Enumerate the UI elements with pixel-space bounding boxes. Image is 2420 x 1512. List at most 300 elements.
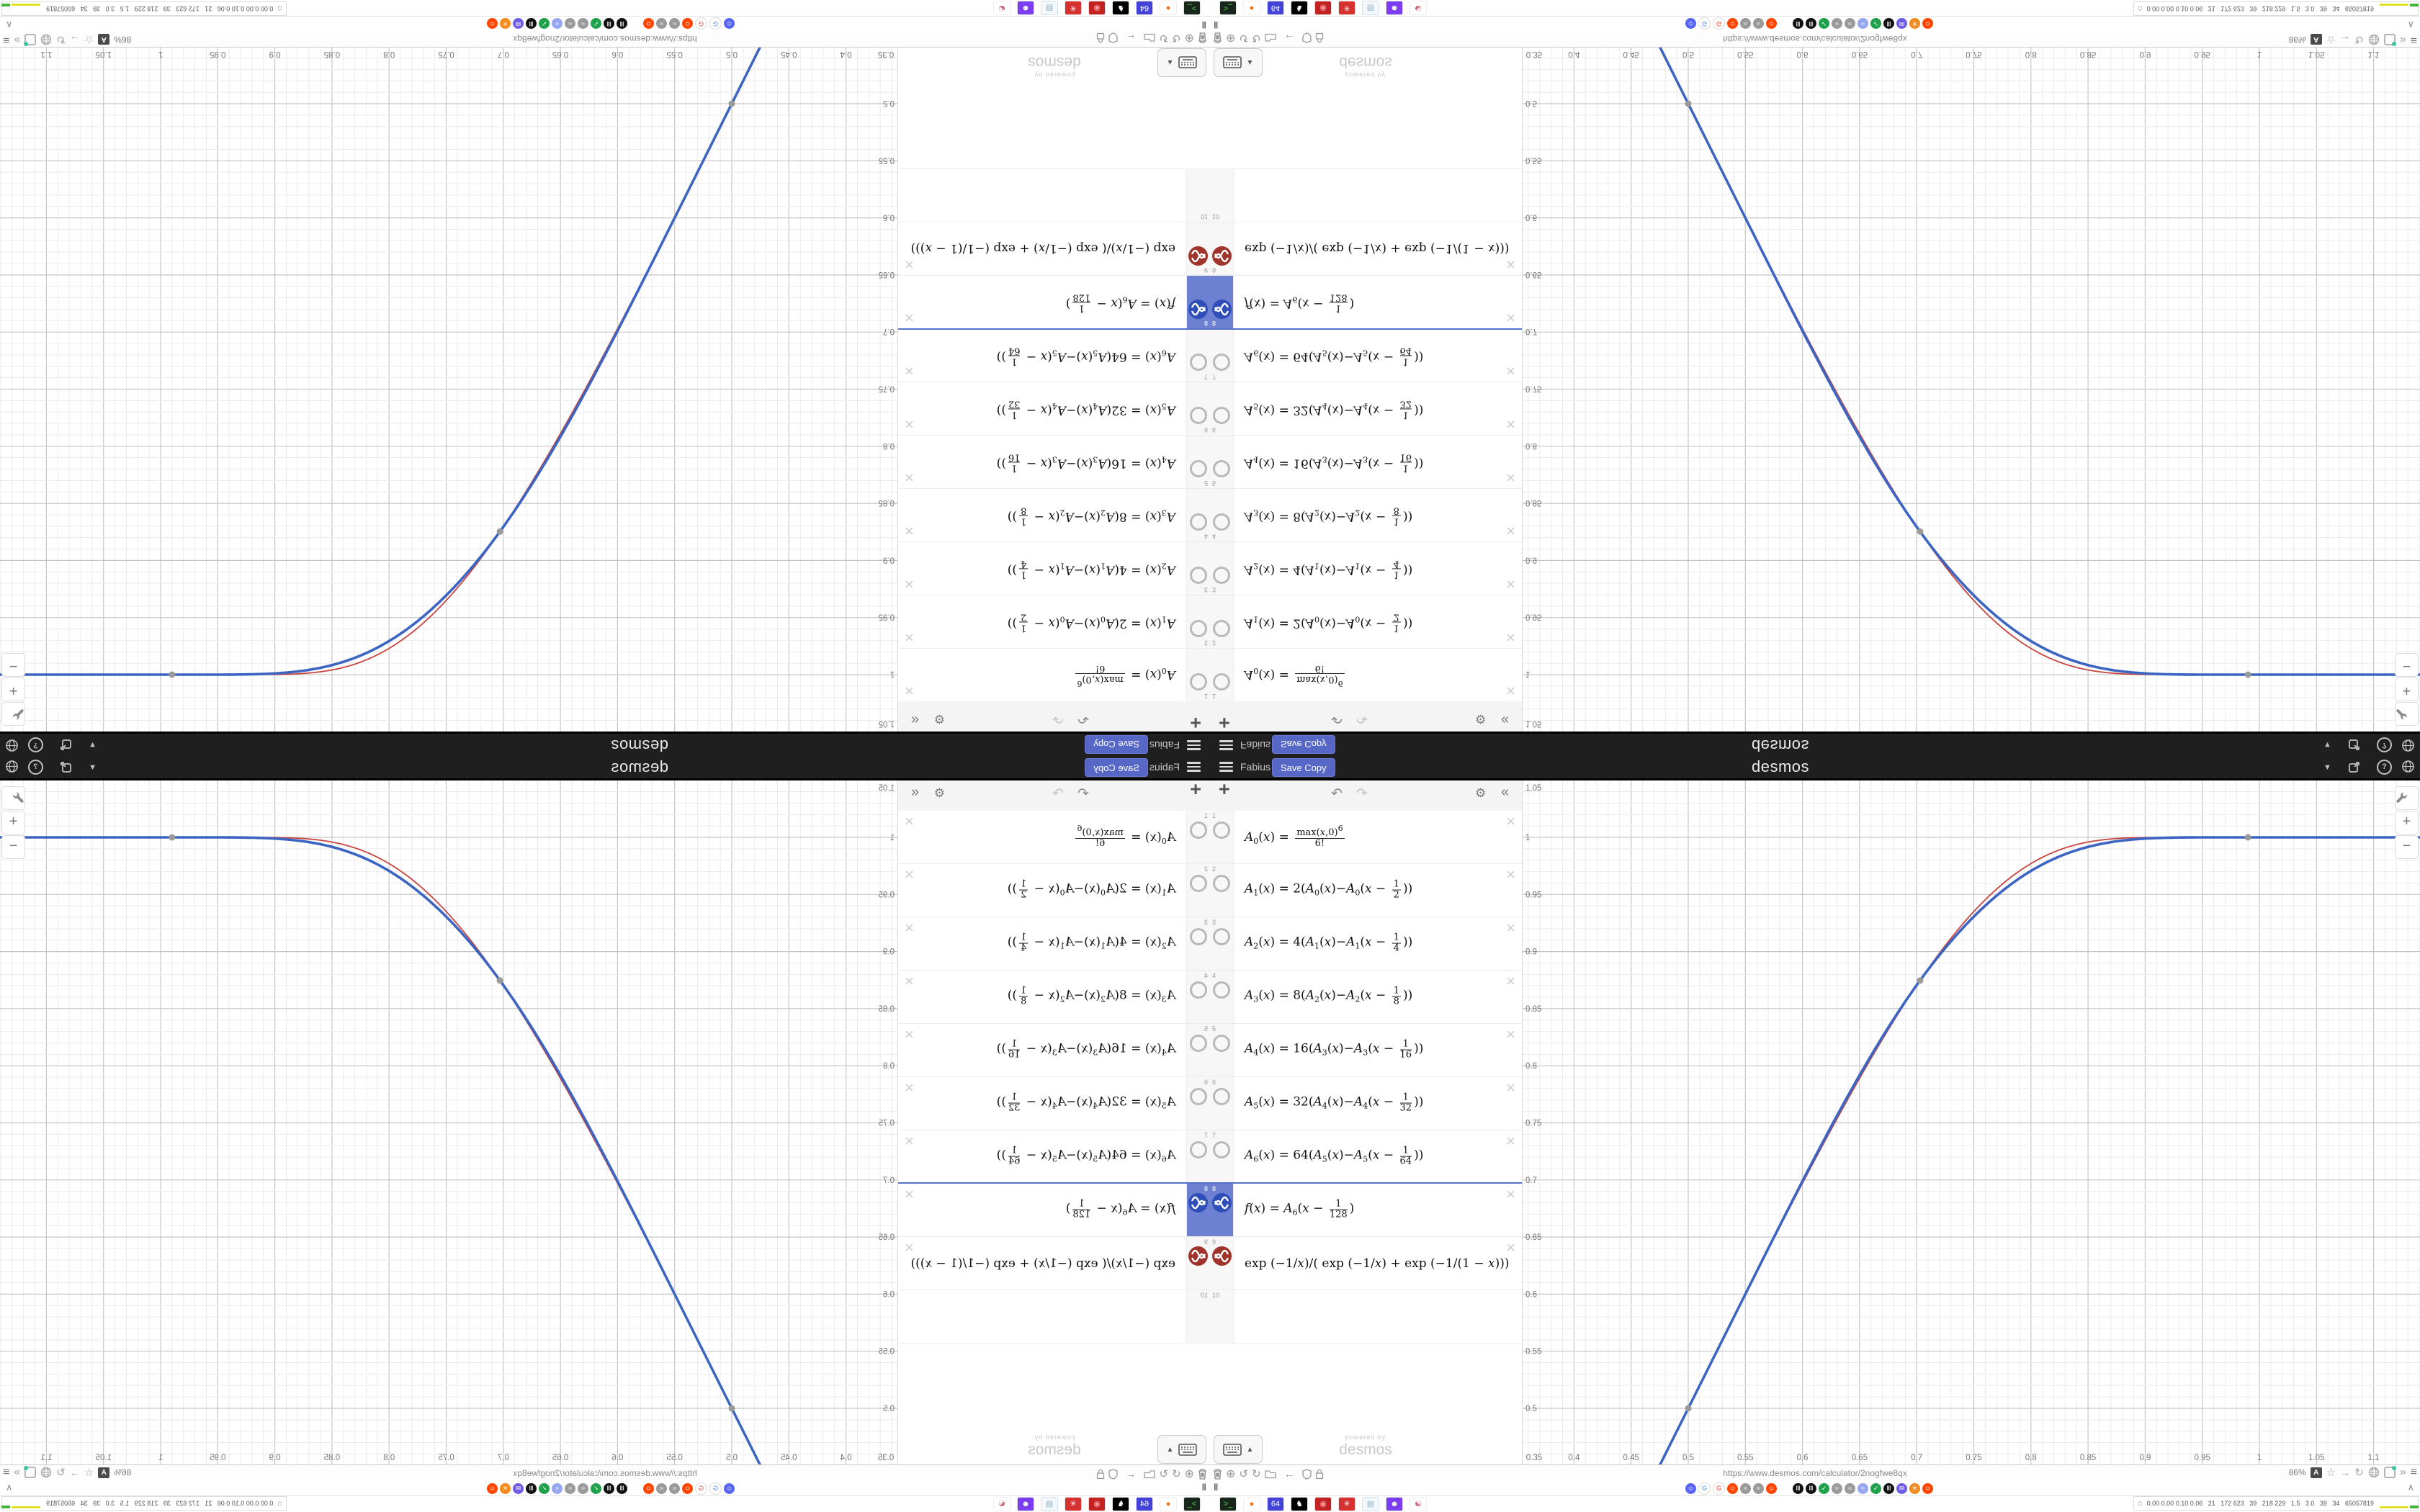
hidden-curve-toggle-icon xyxy=(1190,620,1207,637)
graph-settings-button xyxy=(1,702,25,726)
hidden-curve-toggle-icon xyxy=(1190,1088,1207,1105)
svg-text:0.6: 0.6 xyxy=(883,212,895,222)
tab-favicon-chat-bubble: ✉ xyxy=(1896,18,1907,29)
svg-text:0.35: 0.35 xyxy=(1525,50,1543,58)
expression-math[interactable]: $A_3(x) = 8(A_2(x)-A_2(x$ − $\frac{1}{8}$ )) xyxy=(1245,985,1413,1007)
hidden-curve-toggle-icon xyxy=(1190,1141,1207,1158)
svg-text:0.45: 0.45 xyxy=(1623,50,1639,58)
expression-panel xyxy=(1210,780,1523,1464)
taskbar-app-firefox[interactable]: ● xyxy=(1243,1497,1260,1511)
redo-button: ↷ xyxy=(1356,786,1368,801)
expression-row-7 xyxy=(898,328,1210,382)
hidden-curve-toggle-icon xyxy=(1190,567,1207,584)
tab-favicon-gray-animal: ≈ xyxy=(1832,18,1842,29)
tab-collapse-icon: ∧ xyxy=(6,1482,13,1493)
share-icon[interactable] xyxy=(2348,760,2361,773)
extension-icon[interactable] xyxy=(2384,1467,2396,1478)
expression-toolbar xyxy=(1210,701,1522,732)
keyboard-icon xyxy=(1223,1444,1242,1456)
delete-expression-icon: × xyxy=(1506,575,1515,593)
graph-settings-button xyxy=(1,786,25,810)
taskbar-app-terminal[interactable]: >_ xyxy=(1219,1497,1237,1511)
taskbar xyxy=(1210,0,2420,16)
tab-favicon-google: G xyxy=(709,1482,722,1495)
expression-row-3 xyxy=(1210,541,1522,595)
zoom-out-button: − xyxy=(2395,653,2419,677)
wave-blue-curve-icon xyxy=(1188,300,1208,319)
tab-favicon-green-check[interactable]: ✓ xyxy=(1819,1483,1829,1494)
svg-text:1: 1 xyxy=(1525,670,1531,678)
taskbar xyxy=(0,1496,1210,1512)
wrench-icon xyxy=(12,791,24,804)
row-number: 7 xyxy=(1212,373,1216,380)
row-number: 7 xyxy=(1212,1132,1216,1139)
expression-row-1[interactable] xyxy=(1210,811,1522,864)
trash-icon[interactable] xyxy=(1213,1469,1222,1480)
tab-favicon-reddit: ☺ xyxy=(1727,18,1738,29)
forward-arrow-icon: → xyxy=(2340,34,2351,45)
translate-icon: A xyxy=(98,35,109,45)
svg-text:0.75: 0.75 xyxy=(438,50,454,58)
tab-favicon-orange-burst: ✳ xyxy=(1909,18,1920,29)
tab-favicon-discord: ☺ xyxy=(1685,18,1696,29)
taskbar-app-red-gear[interactable]: ✳ xyxy=(1338,1497,1355,1511)
expression-row-10[interactable] xyxy=(1210,1290,1522,1344)
svg-text:0.45: 0.45 xyxy=(1623,1454,1639,1462)
reload-icon: ↻ xyxy=(2354,33,2364,45)
row-gutter xyxy=(1186,1237,1210,1290)
delete-expression-icon: × xyxy=(905,682,914,700)
tab-favicon-google: G xyxy=(1713,17,1725,30)
row-gutter[interactable] xyxy=(1210,811,1234,863)
tab-favicon-reddit[interactable]: ☺ xyxy=(1922,1483,1933,1494)
tab-favicon-orange-burst: ✳ xyxy=(500,1483,511,1494)
svg-text:0.65: 0.65 xyxy=(1525,1233,1542,1243)
row-gutter xyxy=(1186,222,1210,275)
svg-text:0.55: 0.55 xyxy=(666,50,683,58)
delete-expression-icon[interactable]: × xyxy=(1506,1025,1515,1043)
tab-favicon-google: G xyxy=(695,17,707,30)
tab-favicon-chat-bubble: ✉ xyxy=(513,1483,524,1494)
delete-expression-icon[interactable]: × xyxy=(1506,865,1515,883)
desmos-browser-screen xyxy=(1210,756,2420,1512)
row-number: 1 xyxy=(1204,693,1208,700)
chevrons-icon: » xyxy=(14,34,21,46)
tab-favicon-gray-animal: ≈ xyxy=(1740,18,1751,29)
svg-text:1.05: 1.05 xyxy=(95,1454,112,1462)
gear-icon: ⚙ xyxy=(1475,712,1487,726)
svg-text:0.65: 0.65 xyxy=(1851,50,1868,58)
graph-settings-button[interactable] xyxy=(2395,786,2419,810)
expression-math: exp (−1/x)/( exp (−1/x) + exp (−1/(1 − x))) xyxy=(910,1256,1175,1271)
delete-expression-icon[interactable]: × xyxy=(1506,1079,1515,1097)
extension-badge xyxy=(2392,1466,2396,1470)
wrench-icon xyxy=(2396,708,2408,721)
forward-arrow-icon: → xyxy=(69,1467,80,1478)
svg-text:1.05: 1.05 xyxy=(1525,784,1542,793)
tab-favicon-reddit[interactable]: ☺ xyxy=(1766,1483,1777,1494)
expression-row-1 xyxy=(1210,648,1522,701)
gear-icon[interactable]: ⚙ xyxy=(1475,786,1487,800)
hidden-curve-toggle-icon xyxy=(1190,928,1207,945)
taskbar-app-black-cat[interactable]: ♞ xyxy=(1291,1497,1308,1511)
keyboard-icon xyxy=(1178,57,1197,69)
taskbar-app-purple-creature: ☻ xyxy=(1017,1497,1034,1511)
expression-math: $A_2(x) = 4(A_1(x)-A_1(x$ − $\frac{1}{4}$ )) xyxy=(1007,932,1175,954)
delete-expression-icon[interactable]: × xyxy=(1506,972,1515,990)
svg-text:0.75: 0.75 xyxy=(878,1119,895,1128)
folder-icon[interactable] xyxy=(1265,1470,1276,1479)
expression-math: $A_4(x) = 16(A_3(x)-A_3(x$ − $\frac{1}{16}$ )) xyxy=(996,1038,1175,1061)
help-icon[interactable]: ? xyxy=(2377,760,2392,775)
row-number: 9 xyxy=(1212,266,1216,274)
row-gutter[interactable] xyxy=(1210,1184,1234,1236)
keyboard-icon xyxy=(1178,1444,1197,1456)
svg-text:0.75: 0.75 xyxy=(1525,384,1542,393)
hidden-curve-toggle-icon xyxy=(1190,407,1207,424)
row-gutter[interactable] xyxy=(1210,1024,1234,1076)
tab-favicon-green-check: ✓ xyxy=(591,1483,601,1494)
undo-button[interactable]: ↶ xyxy=(1331,786,1343,801)
tab-favicon-green-check[interactable]: ✓ xyxy=(1870,1483,1881,1494)
row-gutter xyxy=(1210,222,1234,275)
zoom-in-button[interactable]: + xyxy=(2395,811,2419,834)
svg-text:1.05: 1.05 xyxy=(1525,719,1542,728)
expression-row-6[interactable] xyxy=(1210,1077,1522,1130)
system-monitor-sparkline xyxy=(6,1498,42,1509)
bookmark-star-icon: ☆ xyxy=(2326,33,2336,45)
help-icon: ? xyxy=(28,760,43,775)
forward-arrow-icon[interactable]: → xyxy=(2340,1467,2351,1478)
row-number: 9 xyxy=(1212,1238,1216,1246)
expression-row-8[interactable] xyxy=(1210,1182,1522,1237)
graph-title: Fabius xyxy=(1240,761,1271,773)
row-gutter[interactable] xyxy=(1210,864,1234,917)
row-number: 6 xyxy=(1204,426,1208,433)
taskbar-app-red-gear: ✳ xyxy=(1338,1,1355,15)
svg-text:0.85: 0.85 xyxy=(1525,498,1542,508)
zoom-out-button[interactable]: − xyxy=(2395,835,2419,859)
taskbar-app-purple-creature: ☻ xyxy=(1017,1,1034,15)
expression-row-2[interactable] xyxy=(1210,864,1522,917)
delete-expression-icon[interactable]: × xyxy=(1506,812,1515,830)
svg-text:0.55: 0.55 xyxy=(1737,50,1754,58)
favicon-tabs xyxy=(487,17,735,30)
row-gutter[interactable] xyxy=(1210,1290,1234,1343)
tab-favicon-gray-animal[interactable]: ≈ xyxy=(1832,1483,1842,1494)
expression-math: $f(x) = A_6(x$ − 1 128 ) xyxy=(1065,292,1175,314)
row-gutter xyxy=(1186,276,1210,328)
expression-math[interactable]: $A_2(x) = 4(A_1(x)-A_1(x$ − $\frac{1}{4}$ )) xyxy=(1245,932,1413,954)
collapse-panel-button[interactable]: « xyxy=(1501,784,1510,800)
hidden-curve-toggle-icon[interactable] xyxy=(1213,981,1230,999)
taskbar-app-notepad[interactable]: ▤ xyxy=(1362,1497,1379,1511)
globe-icon xyxy=(2368,34,2380,45)
tab-favicon-gray-animal[interactable]: ≈ xyxy=(1753,1483,1764,1494)
globe-plus-icon: ⊕ xyxy=(1184,32,1194,44)
taskbar-app-red-emblem[interactable]: ◉ xyxy=(1314,1497,1332,1511)
extension-badge xyxy=(24,1466,28,1470)
tab-favicon-wave-purple: ≈ xyxy=(552,18,563,29)
row-gutter xyxy=(1186,649,1210,701)
collapse-panel-button: « xyxy=(910,784,919,800)
row-gutter xyxy=(1186,436,1210,488)
redo-button: ↷ xyxy=(1052,711,1064,726)
graph-paper[interactable] xyxy=(1523,780,2420,1464)
back-arrow-icon[interactable]: ← xyxy=(1283,1467,1295,1480)
svg-text:0.85: 0.85 xyxy=(323,1454,341,1462)
expression-math: $A_1(x) = 2(A_0(x)-A_0(x$ − 1 2 )) xyxy=(1007,611,1175,634)
globe-icon[interactable] xyxy=(2401,760,2415,773)
hidden-curve-toggle-icon[interactable] xyxy=(1213,1088,1230,1105)
svg-text:0.75: 0.75 xyxy=(1966,1454,1982,1462)
tab-favicon-barrel[interactable]: Ⅲ xyxy=(1806,1483,1816,1494)
bookmark-star-icon[interactable]: ☆ xyxy=(2326,1467,2336,1479)
expression-math: $A_5(x) = 32(A_4(x)-A_4(x$ − $\frac{1}{32}$ )) xyxy=(996,1092,1175,1114)
graph-title: Fabius xyxy=(1149,739,1180,751)
taskbar-app-terminal: >_ xyxy=(1183,1497,1201,1511)
delete-expression-icon[interactable]: × xyxy=(1506,919,1515,937)
delete-expression-icon: × xyxy=(905,469,914,487)
tab-favicon-google[interactable]: G xyxy=(1713,1482,1725,1495)
tab-favicon-reddit[interactable]: ☺ xyxy=(1727,1483,1738,1494)
taskbar-app-black-cat: ♞ xyxy=(1291,1,1308,15)
delete-expression-icon: × xyxy=(905,415,914,433)
home-icon[interactable]: ⌂ xyxy=(2138,1499,2143,1508)
browser-menu-icon: ≡ xyxy=(3,34,10,46)
row-gutter[interactable] xyxy=(1210,1130,1234,1183)
tab-favicon-reddit: ☺ xyxy=(1766,18,1777,29)
svg-text:0.65: 0.65 xyxy=(552,50,569,58)
extension-icon xyxy=(24,34,36,45)
page-zoom-level: 86% xyxy=(114,1467,132,1477)
desmos-header xyxy=(1210,732,2420,756)
taskbar-app-floppy-64: 64 xyxy=(1267,1,1284,15)
row-gutter[interactable] xyxy=(1210,1077,1234,1130)
taskbar-app-floppy-64[interactable]: 64 xyxy=(1267,1497,1284,1511)
delete-expression-icon: × xyxy=(905,1025,914,1043)
globe-icon[interactable] xyxy=(2368,1467,2380,1478)
taskbar-app-purple-creature[interactable]: ☻ xyxy=(1386,1497,1403,1511)
shield-icon xyxy=(1108,33,1118,44)
tab-favicon-barrel[interactable]: Ⅲ xyxy=(1883,1483,1894,1494)
row-gutter xyxy=(1186,864,1210,917)
zoom-out-button: − xyxy=(1,835,25,859)
tab-favicon-google[interactable]: G xyxy=(1698,1482,1711,1495)
expression-row-9 xyxy=(898,1237,1210,1290)
address-left-icons xyxy=(1213,31,1324,45)
svg-text:0.4: 0.4 xyxy=(1568,1454,1580,1462)
delete-expression-icon: × xyxy=(1506,522,1515,540)
save-copy-button[interactable]: Save Copy xyxy=(1272,758,1335,777)
trash-icon xyxy=(1213,33,1222,44)
hidden-curve-toggle-icon[interactable] xyxy=(1213,1141,1230,1158)
browser-tab-strip xyxy=(1210,1480,2420,1496)
hidden-curve-toggle-icon[interactable] xyxy=(1213,1035,1230,1052)
chevrons-icon[interactable]: » xyxy=(2399,1466,2406,1478)
taskbar-app-palette[interactable]: ☯ xyxy=(1410,1497,1427,1511)
chevron-up-icon: ▲ xyxy=(1246,1445,1254,1454)
translate-icon[interactable]: A xyxy=(2311,1467,2322,1478)
expression-math[interactable]: $f(x) = A_6(x$ − $\frac{1}{128}$ ) xyxy=(1245,1198,1355,1220)
tab-favicon-barrel[interactable]: Ⅲ xyxy=(1793,1483,1803,1494)
desmos-logo: desmos xyxy=(610,757,668,775)
page-zoom-level: 86% xyxy=(2288,1467,2306,1477)
add-expression-button[interactable]: + xyxy=(1219,778,1230,800)
tab-favicon-gray-animal[interactable]: ≈ xyxy=(1845,1483,1855,1494)
history-back-icon[interactable]: ↺ xyxy=(1239,1468,1248,1480)
row-gutter xyxy=(1210,489,1234,541)
row-gutter[interactable] xyxy=(1210,917,1234,970)
browser-menu-icon[interactable]: ≡ xyxy=(2410,1466,2417,1478)
powered-by-desmos: powered by desmos xyxy=(1028,54,1081,78)
reload-icon: ↻ xyxy=(56,33,66,45)
wrench-icon xyxy=(12,708,24,721)
expression-math[interactable]: $A_6(x) = 64(A_5(x)-A_5(x$ − $\frac{1}{64}$ )) xyxy=(1245,1145,1424,1167)
expression-math[interactable]: $A_4(x) = 16(A_3(x)-A_3(x$ − $\frac{1}{16}$ )) xyxy=(1245,1038,1424,1061)
svg-text:0.85: 0.85 xyxy=(1525,1004,1542,1014)
share-icon xyxy=(2348,739,2361,752)
svg-text:0.55: 0.55 xyxy=(1525,1347,1542,1356)
taskbar-app-firefox: ● xyxy=(1243,1,1260,15)
chevrons-icon: » xyxy=(14,1466,21,1478)
keyboard-button[interactable] xyxy=(1214,1435,1263,1464)
row-gutter xyxy=(1210,649,1234,701)
expression-math[interactable]: $A_0(x)$ = $\frac{\max(x,0)^6}{6!}$ xyxy=(1245,823,1343,850)
expression-math: $A_6(x) = 64(A_5(x)-A_5(x$ − $\frac{1}{64}$ )) xyxy=(996,1145,1175,1167)
tab-favicon-chat-bubble[interactable]: ✉ xyxy=(1896,1483,1907,1494)
svg-text:0.95: 0.95 xyxy=(878,612,895,621)
browser-address-bar xyxy=(0,1464,1210,1480)
svg-text:0.5: 0.5 xyxy=(883,1405,895,1413)
expression-row-10 xyxy=(898,168,1210,222)
tab-strip-handle[interactable]: ‖ xyxy=(1214,1482,1219,1493)
shield-icon[interactable] xyxy=(1302,1469,1312,1480)
tab-favicon-gray-animal: ≈ xyxy=(565,18,575,29)
browser-address-bar xyxy=(1210,32,2420,48)
row-gutter[interactable] xyxy=(1210,971,1234,1023)
svg-text:1: 1 xyxy=(1525,834,1531,842)
taskbar-app-firefox: ● xyxy=(1160,1497,1177,1511)
row-gutter xyxy=(1186,542,1210,595)
expression-row-5[interactable] xyxy=(1210,1024,1522,1077)
delete-expression-icon[interactable]: × xyxy=(1506,1185,1515,1203)
add-expression-button: + xyxy=(1190,712,1201,734)
hidden-curve-toggle-icon xyxy=(1190,513,1207,531)
row-number: 4 xyxy=(1204,533,1208,540)
hidden-curve-toggle-icon xyxy=(1190,673,1207,690)
svg-text:0.85: 0.85 xyxy=(878,1004,895,1014)
svg-text:0.5: 0.5 xyxy=(726,50,738,58)
row-number: 8 xyxy=(1204,1185,1208,1192)
svg-text:0.95: 0.95 xyxy=(2194,50,2210,58)
taskbar-app-red-gear: ✳ xyxy=(1065,1,1082,15)
svg-text:0.75: 0.75 xyxy=(1525,1119,1542,1128)
tab-favicon-wave-purple[interactable]: ≈ xyxy=(1857,1483,1868,1494)
chevrons-icon: » xyxy=(2399,34,2406,46)
svg-text:0.7: 0.7 xyxy=(1911,50,1923,58)
wave-blue-curve-icon[interactable] xyxy=(1212,1193,1232,1212)
expression-panel xyxy=(897,780,1210,1464)
svg-text:0.6: 0.6 xyxy=(883,1290,895,1300)
wave-red-curve-icon[interactable] xyxy=(1212,1246,1232,1266)
wave-red-curve-icon xyxy=(1188,246,1208,266)
row-number: 5 xyxy=(1212,1025,1216,1032)
expression-math: $A_4(x) = 16(A_3(x)-A_3(x$ − 1 16 )) xyxy=(1245,451,1424,474)
svg-text:0.55: 0.55 xyxy=(878,156,895,165)
row-gutter[interactable] xyxy=(1210,1237,1234,1290)
delete-expression-icon: × xyxy=(905,575,914,593)
row-number: 5 xyxy=(1204,1025,1208,1032)
address-right-icons xyxy=(2289,1466,2417,1479)
delete-expression-icon[interactable]: × xyxy=(1506,1238,1515,1256)
row-gutter xyxy=(1186,917,1210,970)
hidden-curve-toggle-icon[interactable] xyxy=(1213,875,1230,892)
hidden-curve-toggle-icon[interactable] xyxy=(1213,928,1230,945)
row-number: 5 xyxy=(1204,480,1208,487)
hidden-curve-toggle-icon[interactable] xyxy=(1213,822,1230,839)
svg-text:0.5: 0.5 xyxy=(1525,99,1537,107)
tab-favicon-discord[interactable]: ☺ xyxy=(1685,1483,1696,1494)
lock-icon xyxy=(1315,33,1324,44)
globe-plus-icon[interactable]: ⊕ xyxy=(1226,1468,1236,1480)
hidden-curve-toggle-icon xyxy=(1213,407,1230,424)
svg-text:0.65: 0.65 xyxy=(552,1454,569,1462)
caret-down-icon[interactable]: ▼ xyxy=(2323,763,2331,772)
expression-row-9[interactable] xyxy=(1210,1237,1522,1290)
delete-expression-icon: × xyxy=(905,522,914,540)
url-text[interactable]: https://www.desmos.com/calculator/2nogfwe8qx xyxy=(1723,1468,1907,1478)
expression-row-7[interactable] xyxy=(1210,1130,1522,1184)
expression-math[interactable]: $A_5(x) = 32(A_4(x)-A_4(x$ − $\frac{1}{32}$ )) xyxy=(1245,1092,1424,1114)
translate-icon: A xyxy=(2311,35,2322,45)
svg-text:0.75: 0.75 xyxy=(438,1454,454,1462)
tab-favicon-gray-animal: ≈ xyxy=(578,18,588,29)
menu-icon[interactable] xyxy=(1219,762,1233,772)
svg-text:1: 1 xyxy=(158,1454,163,1462)
expression-row-4[interactable] xyxy=(1210,971,1522,1024)
svg-text:1: 1 xyxy=(2257,1454,2262,1462)
svg-text:0.9: 0.9 xyxy=(2139,1454,2151,1462)
delete-expression-icon: × xyxy=(1506,629,1515,647)
page-zoom-level: 86% xyxy=(2288,35,2306,45)
lock-icon[interactable] xyxy=(1315,1469,1324,1480)
tab-favicon-green-check: ✓ xyxy=(539,1483,550,1494)
expression-math[interactable]: $A_1(x) = 2(A_0(x)-A_0(x$ − $\frac{1}{2}$ )) xyxy=(1245,878,1413,901)
address-right-icons xyxy=(3,1466,131,1479)
row-number: 6 xyxy=(1212,1079,1216,1086)
expression-row-3[interactable] xyxy=(1210,917,1522,971)
desmos-header xyxy=(0,732,1210,756)
svg-text:0.95: 0.95 xyxy=(210,50,226,58)
delete-expression-icon: × xyxy=(905,972,914,990)
expression-math: $A_0(x)$ = $\max(x,0)^6$ 6! xyxy=(1245,662,1343,689)
expression-math[interactable]: exp (−1/x)/( exp (−1/x) + exp (−1/(1 − x))) xyxy=(1245,1256,1510,1271)
delete-expression-icon: × xyxy=(905,1079,914,1097)
zoom-in-button: + xyxy=(2395,678,2419,701)
delete-expression-icon[interactable]: × xyxy=(1506,1132,1515,1150)
expression-toolbar xyxy=(898,701,1210,732)
tab-collapse-icon[interactable]: ∧ xyxy=(2407,1482,2414,1493)
reload-icon[interactable]: ↻ xyxy=(2354,1467,2364,1479)
taskbar-app-notepad: ▤ xyxy=(1041,1,1058,15)
taskbar-app-palette: ☯ xyxy=(993,1,1010,15)
tab-favicon-orange-burst[interactable]: ✳ xyxy=(1909,1483,1920,1494)
trash-icon xyxy=(1198,33,1207,44)
tab-favicon-gray-animal[interactable]: ≈ xyxy=(1740,1483,1751,1494)
undo-button: ↶ xyxy=(1077,786,1089,801)
history-forward-icon[interactable]: ↻ xyxy=(1251,1468,1261,1480)
